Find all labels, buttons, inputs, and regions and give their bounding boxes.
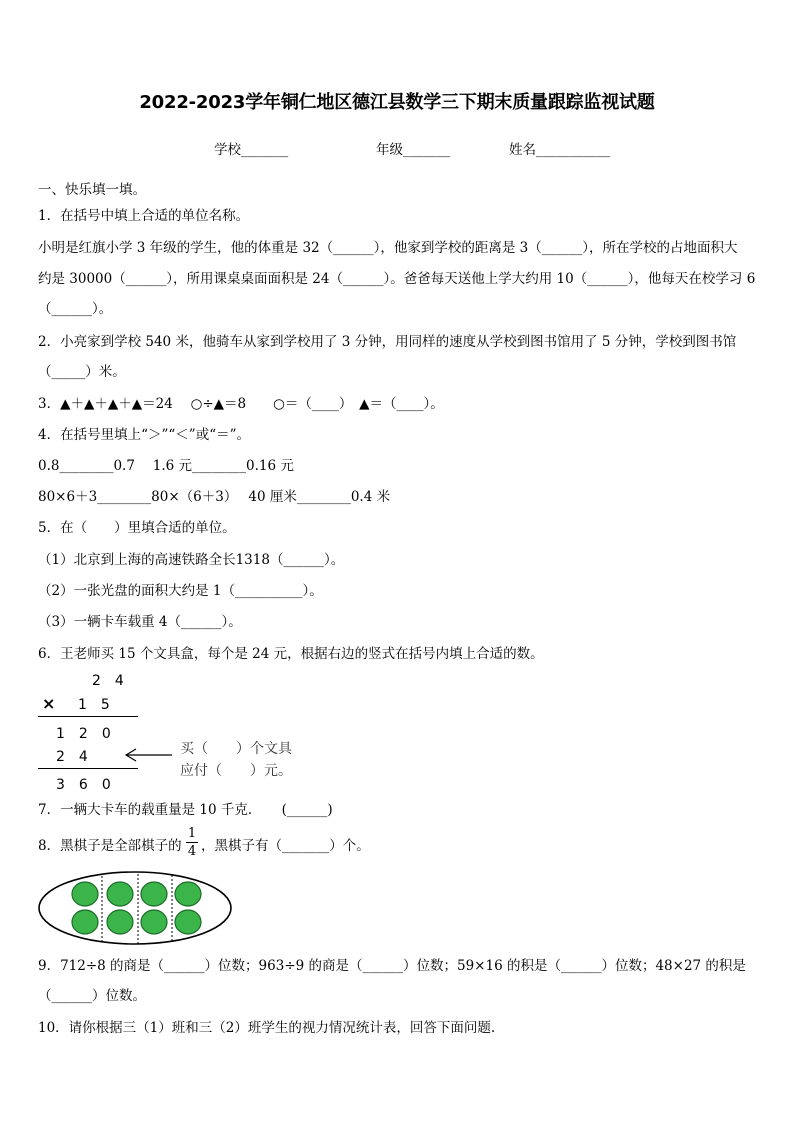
left-arrow-icon	[124, 747, 174, 763]
q2-line: （_____）米。	[38, 364, 126, 380]
q1-line: 约是 30000（______），所用课桌桌面面积是 24（______）。爸爸每天送他上学大约用 10（______），他每天在校学习 6	[38, 271, 756, 287]
q8-text: 8．黑棋子是全部棋子的	[38, 838, 182, 854]
q1-line: 小明是红旗小学 3 年级的学生，他的体重是 32（______），他家到学校的距离是 3（______），所在学校的占地面积大	[38, 240, 738, 256]
q2-line: 2．小亮家到学校 540 米，他骑车从家到学校用了 3 分钟，用同样的速度从学校到图书馆用了 5 分钟，学校到图书馆	[38, 334, 737, 350]
vertical-row-2: 1 5	[78, 697, 110, 713]
page-title: 2022-2023学年铜仁地区德江县数学三下期末质量跟踪监视试题	[139, 92, 655, 113]
q4-line: 80×6＋3________80×（6＋3） 40 厘米________0.4 米	[38, 489, 391, 505]
fraction-numerator: 1	[187, 826, 197, 841]
q10-line: 10．请你根据三（1）班和三（2）班学生的视力情况统计表，回答下面问题.	[38, 1020, 496, 1036]
chess-piece	[107, 882, 133, 906]
fraction-denominator: 4	[187, 844, 197, 859]
q9-line: 9．712÷8 的商是（______）位数；963÷9 的商是（______）位数；59×16 的积是（______）位数；48×27 的积是	[38, 958, 746, 974]
multiply-sign: ×	[42, 694, 56, 713]
name-field: 姓名___________	[509, 142, 611, 158]
q6-note: 买（ ）个文具	[180, 741, 292, 757]
chess-piece	[175, 882, 201, 906]
chess-piece	[141, 910, 167, 934]
chess-pieces-figure	[36, 870, 236, 950]
q4-line: 0.8________0.7 1.6 元________0.16 元	[38, 458, 294, 474]
fraction	[186, 826, 198, 859]
vertical-row-4: 2 4	[56, 749, 88, 765]
q3-line: 3．▲＋▲＋▲＋▲＝24 ○÷▲＝8 ○＝（____） ▲＝（____）。	[38, 396, 444, 412]
q9-line: （______）位数。	[38, 988, 146, 1004]
q1-stem: 1．在括号中填上合适的单位名称。	[38, 208, 250, 224]
q4-stem: 4．在括号里填上“＞”“＜”或“＝”。	[38, 427, 250, 443]
q1-line: （______）。	[38, 301, 113, 317]
chess-piece	[72, 910, 98, 934]
q8-text: ，黑棋子有（_______）个。	[201, 838, 370, 854]
vertical-rule	[38, 768, 138, 769]
vertical-row-5: 3 6 0	[56, 777, 111, 793]
q7-line: 7．一辆大卡车的载重量是 10 千克． (______)	[38, 802, 333, 818]
chess-piece	[72, 882, 98, 906]
grade-field: 年级_______	[376, 142, 451, 158]
q5-part: （1）北京到上海的高速铁路全长1318（______）。	[38, 552, 345, 568]
vertical-row-3: 1 2 0	[56, 726, 111, 742]
vertical-rule	[38, 716, 138, 717]
school-field: 学校_______	[214, 142, 289, 158]
oval-outline	[39, 872, 231, 944]
fraction-bar	[186, 842, 198, 843]
q5-stem: 5．在（ ）里填合适的单位。	[38, 520, 236, 536]
vertical-row-1: 2 4	[92, 673, 124, 689]
chess-piece	[107, 910, 133, 934]
chess-piece	[175, 910, 201, 934]
q5-part: （2）一张光盘的面积大约是 1（__________）。	[38, 583, 323, 599]
section-heading: 一、快乐填一填。	[38, 182, 146, 198]
chess-piece	[141, 882, 167, 906]
q6-note: 应付（ ）元。	[180, 763, 292, 779]
q6-stem: 6．王老师买 15 个文具盒，每个是 24 元，根据右边的竖式在括号内填上合适的数。	[38, 646, 544, 662]
q5-part: （3）一辆卡车载重 4（______）。	[38, 614, 242, 630]
